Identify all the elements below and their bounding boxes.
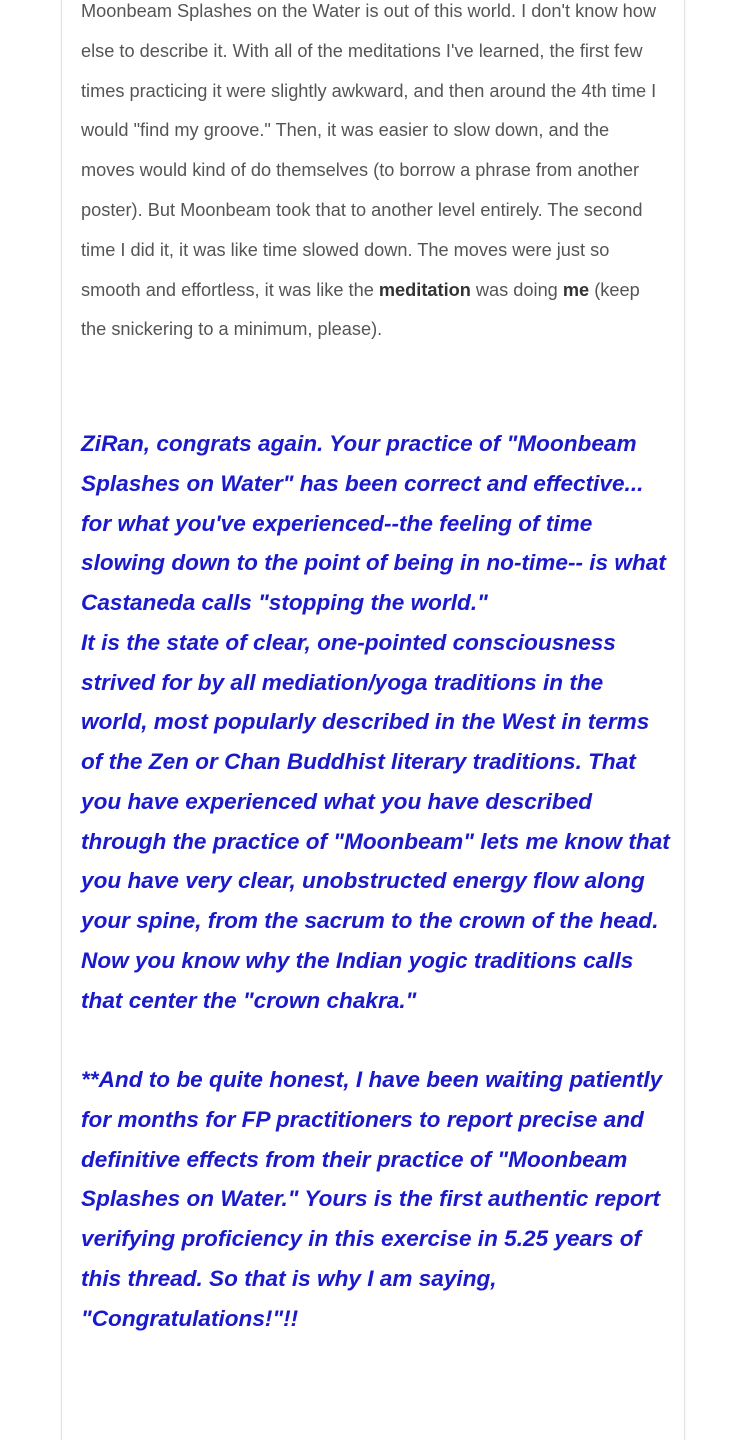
paragraph-spacer [81,1020,671,1060]
reply-paragraph-2: It is the state of clear, one-pointed consciousness strived for by all mediation/yoga traditions in the world, most popularly described in the West in terms of the Zen or Chan Buddhist literary traditions. That you have experienced what you have described through the practice of "Moonbeam" lets me know that you have very clear, unobstructed energy flow along your spine, from the sacrum to the crown of the head. Now you know why the Indian yogic traditions calls that center the "crown chakra." [81,629,670,1013]
quote-text-part3: (keep the snickering to a minimum, please). [81,279,640,340]
quote-text-part2: was doing [470,279,563,300]
quoted-text [81,0,666,350]
quote-text-part1: Moonbeam Splashes on the Water is out of this world. I don't know how else to describe it. With all of the meditations I've learned, the first few times practicing it were slightly awkward, and then around the 4th time I would "find my groove." Then, it was easier to slow down, and the moves would kind of do themselves (to borrow a phrase from another poster). But Moonbeam took that to another level entirely. The second time I did it, it was like time slowed down. The moves were just so smooth and effortless, it was like the [81,1,657,300]
post-content [81,0,670,1331]
reply-paragraph-3: **And to be quite honest, I have been waiting patiently for months for FP practitioners to report precise and definitive effects from their practice of "Moonbeam Splashes on Water." Yours is the first authentic report verifying proficiency in this exercise in 5.25 years of this thread. So that is why I am saying, "Congratulations!"!! [81,1067,663,1331]
reply-paragraph-1: ZiRan, congrats again. Your practice of "Moonbeam Splashes on Water" has been correct and effective... for what you've experienced--the feeling of time slowing down to the point of being in no-time-- is what Castaneda calls "stopping the world." [81,431,666,615]
quote-bold-me: me [562,279,590,300]
reply-text [81,424,671,1338]
quote-bold-meditation: meditation [378,279,471,300]
